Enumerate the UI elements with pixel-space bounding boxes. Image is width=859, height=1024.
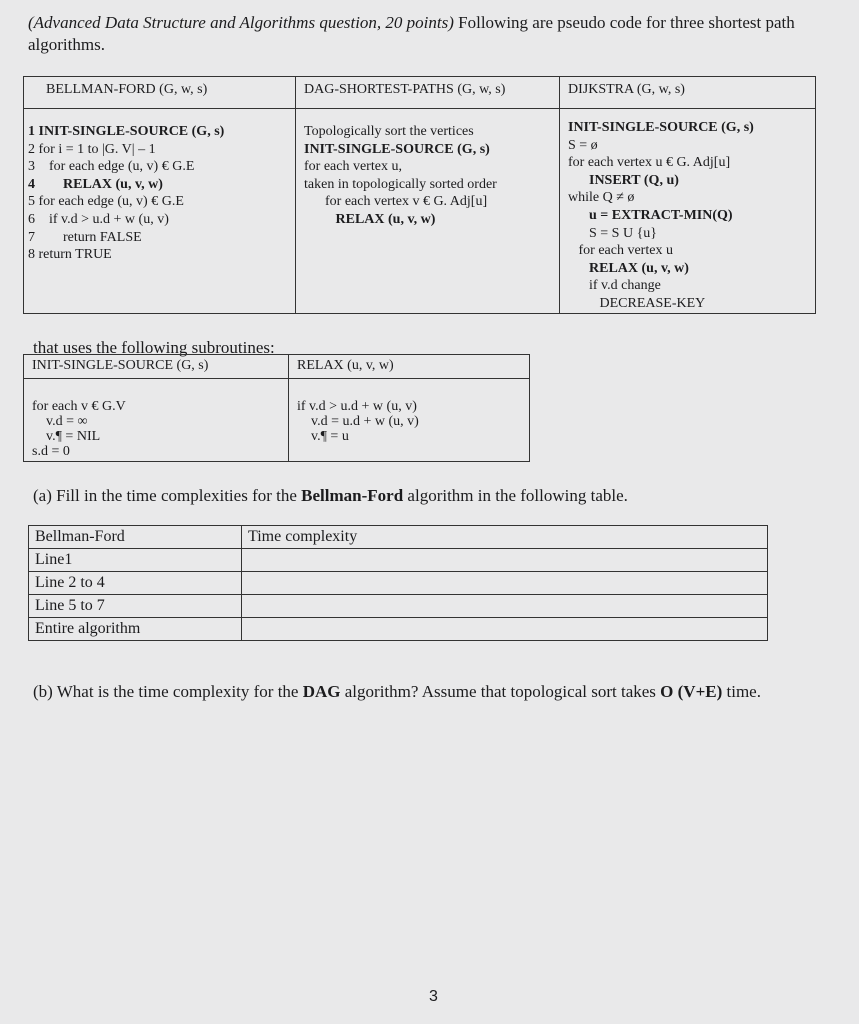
answer-cell[interactable]: [242, 618, 768, 641]
code-line: 5 for each edge (u, v) € G.E: [28, 194, 184, 210]
code-line: Topologically sort the vertices: [304, 124, 474, 139]
code-line: for each vertex u € G. Adj[u]: [568, 155, 731, 171]
intro-prefix: (Advanced Data Structure and Algorithms question, 20 points): [28, 13, 454, 32]
question-b-bold2: O (V+E): [660, 682, 723, 701]
intro-text: Following are pseudo code for three shortest path algorithms.: [28, 13, 795, 54]
page-number: 3: [429, 988, 438, 1005]
table-header-row: [29, 526, 768, 549]
relax-code: [289, 379, 530, 462]
code-line: INSERT (Q, u): [568, 172, 679, 188]
question-a: [33, 486, 628, 506]
table-row: [29, 549, 768, 572]
algorithms-table: [23, 76, 816, 314]
row-label: Line1: [29, 549, 242, 572]
question-a-bold: Bellman-Ford: [301, 486, 404, 505]
code-line: for each v € G.V: [32, 399, 126, 414]
dijkstra-code: [560, 109, 816, 314]
intro-paragraph: [28, 12, 840, 56]
code-line: 8 return TRUE: [28, 247, 112, 263]
dag-header: DAG-SHORTEST-PATHS (G, w, s): [296, 77, 560, 109]
question-b-bold: DAG: [302, 682, 341, 701]
code-line: for each vertex u,: [304, 159, 402, 175]
init-single-source-code: [24, 379, 289, 462]
column-header-time-complexity: Time complexity: [242, 526, 768, 549]
code-line: v.¶ = u: [297, 429, 349, 444]
code-line: 1 INIT-SINGLE-SOURCE (G, s): [28, 124, 225, 139]
subroutines-label: that uses the following subroutines:: [33, 338, 275, 357]
code-line: if v.d > u.d + w (u, v): [297, 399, 417, 414]
column-header-algorithm: Bellman-Ford: [29, 526, 242, 549]
question-b: [33, 682, 761, 702]
init-single-source-header: INIT-SINGLE-SOURCE (G, s): [24, 355, 289, 379]
bellman-ford-complexity-table: [28, 525, 768, 641]
code-line: INIT-SINGLE-SOURCE (G, s): [568, 120, 754, 135]
code-line: s.d = 0: [32, 444, 70, 459]
bellman-ford-code: [24, 109, 296, 314]
code-line: 4 RELAX (u, v, w): [28, 176, 163, 192]
table-row: [29, 595, 768, 618]
question-b-mid: algorithm? Assume that topological sort takes: [340, 682, 661, 701]
code-line: if v.d change: [568, 278, 661, 294]
code-line: 2 for i = 1 to |G. V| – 1: [28, 141, 156, 157]
question-b-post: time.: [722, 682, 761, 701]
row-label: Line 5 to 7: [29, 595, 242, 618]
row-label: Line 2 to 4: [29, 572, 242, 595]
answer-cell[interactable]: [242, 549, 768, 572]
question-b-pre: (b) What is the time complexity for the: [33, 682, 303, 701]
code-line: 3 for each edge (u, v) € G.E: [28, 159, 195, 175]
code-line: S = ø: [568, 137, 598, 153]
code-line: S = S U {u}: [568, 225, 658, 241]
code-line: v.d = ∞: [32, 414, 88, 429]
table-row: [29, 572, 768, 595]
code-line: v.¶ = NIL: [32, 429, 101, 444]
code-line: u = EXTRACT-MIN(Q): [568, 207, 733, 223]
code-line: v.d = u.d + w (u, v): [297, 414, 419, 429]
answer-cell[interactable]: [242, 572, 768, 595]
bellman-ford-header: BELLMAN-FORD (G, w, s): [24, 77, 296, 109]
code-line: INIT-SINGLE-SOURCE (G, s): [304, 141, 490, 157]
code-line: for each vertex v € G. Adj[u]: [304, 194, 488, 210]
code-line: 7 return FALSE: [28, 229, 142, 245]
question-a-pre: (a) Fill in the time complexities for the: [33, 486, 302, 505]
dag-code: [296, 109, 560, 314]
answer-cell[interactable]: [242, 595, 768, 618]
relax-header: RELAX (u, v, w): [289, 355, 530, 379]
code-line: RELAX (u, v, w): [568, 260, 689, 276]
code-line: for each vertex u: [568, 243, 673, 259]
row-label: Entire algorithm: [29, 618, 242, 641]
subroutines-table: [23, 354, 530, 462]
dijkstra-header: DIJKSTRA (G, w, s): [560, 77, 816, 109]
code-line: taken in topologically sorted order: [304, 176, 497, 192]
question-a-post: algorithm in the following table.: [403, 486, 628, 505]
code-line: while Q ≠ ø: [568, 190, 635, 206]
code-line: DECREASE-KEY: [568, 295, 706, 311]
code-line: 6 if v.d > u.d + w (u, v): [28, 211, 169, 227]
table-row: [29, 618, 768, 641]
code-line: RELAX (u, v, w): [304, 211, 436, 227]
